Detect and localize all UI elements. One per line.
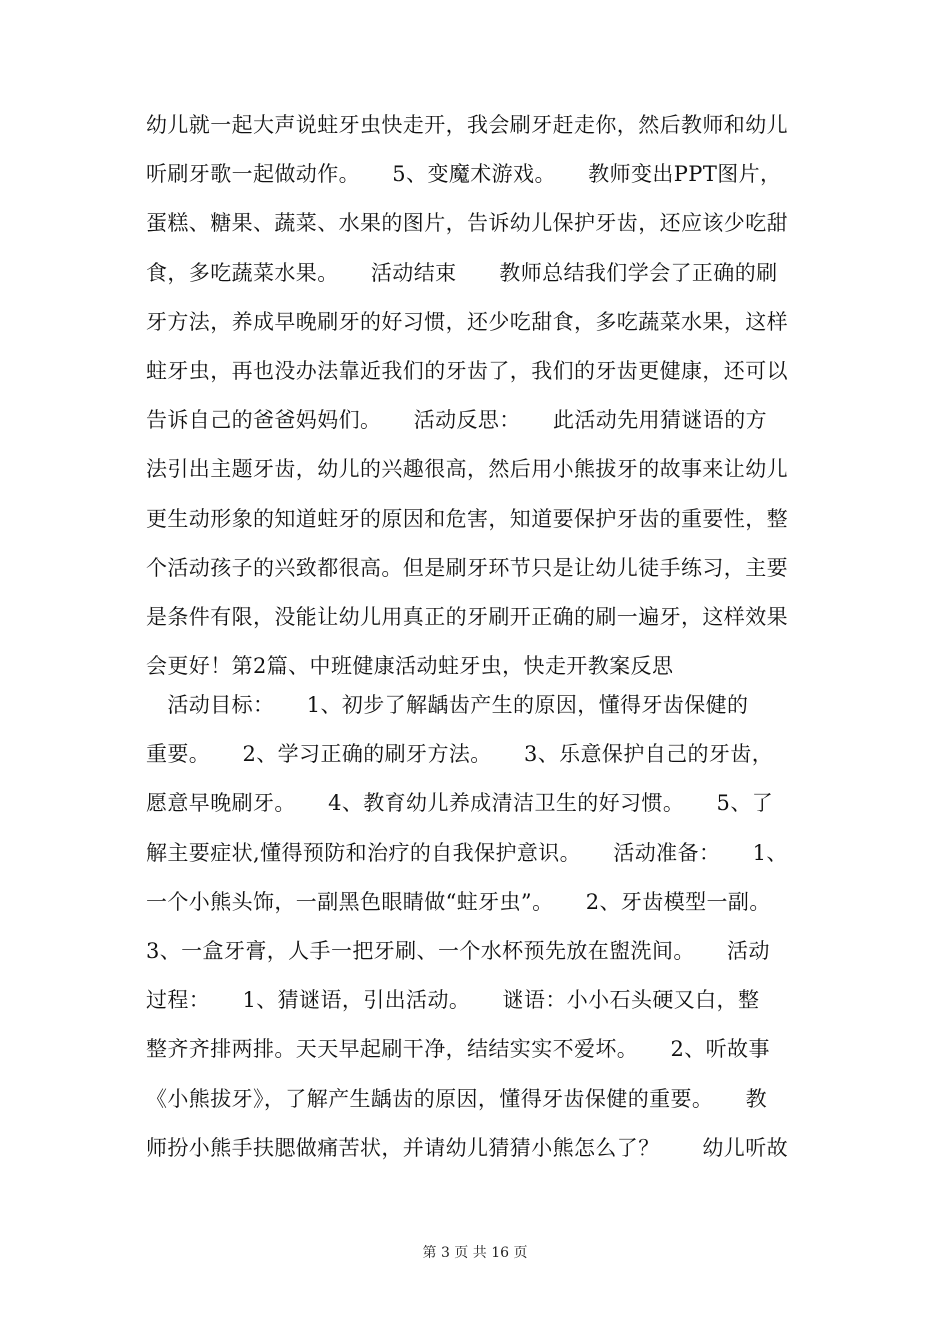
text-line: 蛀牙虫，再也没办法靠近我们的牙齿了，我们的牙齿更健康，还可以 [146,358,788,383]
text-line: 个活动孩子的兴致都很高。但是刷牙环节只是让幼儿徒手练习，主要 [146,555,788,580]
text-line: 法引出主题牙齿，幼儿的兴趣很高，然后用小熊拔牙的故事来让幼儿 [146,457,788,482]
text-line: 整齐齐排两排。天天早起刷干净，结结实实不爱坏。 2、听故事 [146,1037,770,1062]
text-line: 3、一盒牙膏，人手一把牙刷、一个水杯预先放在盥洗间。 活动 [146,938,770,963]
paragraph-activity-goals [146,683,826,1175]
text-line: 愿意早晚刷牙。 4、教育幼儿养成清洁卫生的好习惯。 5、了 [146,791,774,816]
text-line: 解主要症状,懂得预防和治疗的自我保护意识。 活动准备： 1、 [146,840,788,865]
page-number-footer: 第 3 页 共 16 页 [422,1245,528,1261]
text-line: 更生动形象的知道蛀牙的原因和危害，知道要保护牙齿的重要性，整 [146,506,788,531]
text-line: 会更好！第2篇、中班健康活动蛀牙虫，快走开教案反思 [146,654,674,679]
text-line: 师扮小熊手扶腮做痛苦状，并请幼儿猜猜小熊怎么了？ 幼儿听故 [146,1135,788,1160]
text-line: 食，多吃蔬菜水果。 活动结束 教师总结我们学会了正确的刷 [146,260,778,285]
text-line: 牙方法，养成早晚刷牙的好习惯，还少吃甜食，多吃蔬菜水果，这样 [146,309,788,334]
text-line: 听刷牙歌一起做动作。 5、变魔术游戏。 教师变出PPT图片， [146,162,782,187]
text-line: 幼儿就一起大声说蛀牙虫快走开，我会刷牙赶走你，然后教师和幼儿 [146,113,788,137]
text-line: 蛋糕、糖果、蔬菜、水果的图片，告诉幼儿保护牙齿，还应该少吃甜 [146,211,788,236]
text-line: 是条件有限，没能让幼儿用真正的牙刷开正确的刷一遍牙，这样效果 [146,604,788,629]
paragraph-continued [146,103,826,693]
text-line: 重要。 2、学习正确的刷牙方法。 3、乐意保护自己的牙齿， [146,742,774,767]
text-line: 过程： 1、猜谜语，引出活动。 谜语：小小石头硬又白，整 [146,988,760,1013]
text-line: 一个小熊头饰，一副黑色眼睛做“蛀牙虫”。 2、牙齿模型一副。 [146,889,771,914]
text-line: 活动目标： 1、初步了解龋齿产生的原因，懂得牙齿保健的 [146,693,749,717]
text-line: 告诉自己的爸爸妈妈们。 活动反思： 此活动先用猜谜语的方 [146,408,767,433]
text-line: 《小熊拔牙》，了解产生龋齿的原因，懂得牙齿保健的重要。 教 [146,1086,767,1111]
